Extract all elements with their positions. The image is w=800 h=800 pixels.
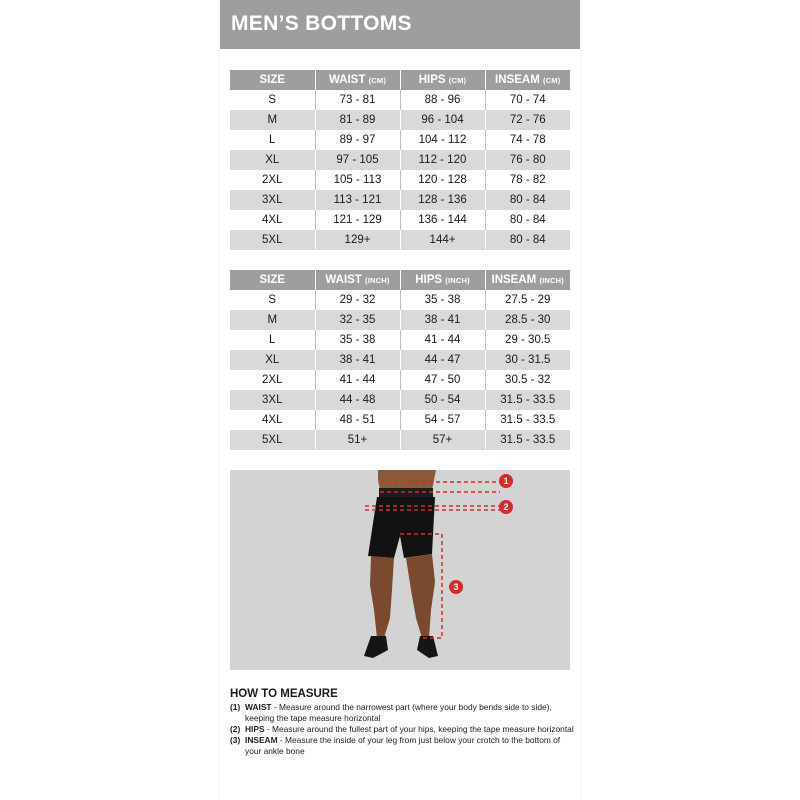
table-cell: 121 - 129	[315, 210, 400, 230]
column-header	[485, 70, 570, 90]
column-header-unit: (CM)	[448, 76, 467, 85]
table-cell: 76 - 80	[485, 150, 570, 170]
table-cell: 96 - 104	[400, 110, 485, 130]
size-table-cm	[230, 70, 570, 250]
step-waist	[230, 702, 575, 724]
table-row	[230, 210, 570, 230]
column-header-label: HIPS	[415, 274, 443, 286]
table-cell: 4XL	[262, 414, 283, 426]
table-row	[230, 190, 570, 210]
table-cell: 2XL	[262, 374, 283, 386]
marker-inseam: 3	[449, 580, 463, 594]
column-header-unit: (INCH)	[445, 276, 470, 285]
table-cell: 81 - 89	[315, 110, 400, 130]
step-number: (2)	[230, 724, 241, 734]
step-number: (3)	[230, 735, 241, 745]
right-leg-shape	[406, 554, 435, 638]
table-cell: 31.5 - 33.5	[485, 390, 570, 410]
table-cell: 31.5 - 33.5	[485, 410, 570, 430]
table-cell: M	[230, 310, 315, 330]
table-row	[230, 310, 570, 330]
step-label: WAIST	[245, 702, 272, 712]
torso-shape	[378, 470, 436, 490]
table-cell: 2XL	[262, 174, 283, 186]
table-cell: 80 - 84	[485, 190, 570, 210]
table-cell: 51+	[315, 430, 400, 450]
table-cell: 74 - 78	[485, 130, 570, 150]
model-illustration	[230, 470, 570, 670]
table-cell: 41 - 44	[400, 330, 485, 350]
table-cell: 3XL	[230, 190, 315, 210]
table-cell: 5XL	[230, 230, 315, 250]
column-header-unit: (INCH)	[539, 276, 564, 285]
table-cell: 78 - 82	[485, 170, 570, 190]
table-header-row	[230, 70, 570, 90]
how-to-title: HOW TO MEASURE	[230, 688, 338, 700]
column-header	[315, 70, 400, 90]
table-cell: 44 - 47	[400, 350, 485, 370]
table-cell: 105 - 113	[315, 170, 400, 190]
table-cell: 38 - 41	[315, 350, 400, 370]
table-cell: 113 - 121	[315, 190, 400, 210]
table-cell: 47 - 50	[400, 370, 485, 390]
step-body	[245, 702, 575, 724]
table-cell: 120 - 128	[400, 170, 485, 190]
table-row	[230, 410, 570, 430]
table-row	[230, 330, 570, 350]
column-header	[400, 270, 485, 290]
table-cell: 38 - 41	[400, 310, 485, 330]
table-cell: 97 - 105	[315, 150, 400, 170]
column-header	[400, 70, 485, 90]
table-row	[230, 90, 570, 110]
table-row	[230, 350, 570, 370]
column-header-unit: (CM)	[368, 76, 387, 85]
step-hips	[230, 724, 575, 735]
step-label: INSEAM	[245, 735, 278, 745]
table-row	[230, 430, 570, 450]
right-shoe-shape	[417, 636, 438, 658]
table-row	[230, 150, 570, 170]
step-label: HIPS	[245, 724, 265, 734]
table-cell: 3XL	[230, 390, 315, 410]
table-cell: 144+	[400, 230, 485, 250]
table-cell: 128 - 136	[400, 190, 485, 210]
page-title: MEN’S BOTTOMS	[231, 12, 412, 35]
table-cell: 70 - 74	[485, 90, 570, 110]
table-cell: 112 - 120	[400, 150, 485, 170]
table-row	[230, 290, 570, 310]
table-cell: 72 - 76	[485, 110, 570, 130]
column-header	[230, 270, 315, 290]
table-header-row	[230, 270, 570, 290]
table-cell: 4XL	[262, 214, 283, 226]
table-cell: L	[269, 334, 276, 346]
table-cell: 54 - 57	[400, 410, 485, 430]
table-cell: 5XL	[230, 430, 315, 450]
table-cell: S	[268, 94, 277, 106]
table-cell: M	[230, 110, 315, 130]
table-cell: XL	[230, 150, 315, 170]
header-banner	[220, 0, 580, 49]
column-header-label: SIZE	[259, 74, 286, 86]
table-row	[230, 230, 570, 250]
table-cell: 41 - 44	[315, 370, 400, 390]
table-cell: 31.5 - 33.5	[485, 430, 570, 450]
table-row	[230, 170, 570, 190]
table-cell: 136 - 144	[400, 210, 485, 230]
table-cell: S	[268, 294, 277, 306]
column-header-label: WAIST	[325, 274, 362, 286]
marker-waist: 1	[499, 474, 513, 488]
column-header-label: SIZE	[259, 274, 286, 286]
column-header-label: INSEAM	[495, 74, 540, 86]
column-header-unit: (INCH)	[365, 276, 390, 285]
size-table-inch	[230, 270, 570, 450]
table-cell: 29 - 30.5	[485, 330, 570, 350]
table-cell: 80 - 84	[485, 210, 570, 230]
step-text: - Measure around the narrowest part (where your body bends side to side), keeping the tape measure horizontal	[245, 702, 552, 723]
table-cell: 30 - 31.5	[485, 350, 570, 370]
column-header	[230, 70, 315, 90]
column-header-label: WAIST	[328, 74, 366, 86]
table-row	[230, 130, 570, 150]
table-cell: 29 - 32	[315, 290, 400, 310]
size-guide-card	[220, 0, 580, 800]
step-body	[245, 735, 575, 757]
table-cell: 30.5 - 32	[485, 370, 570, 390]
how-to-measure	[230, 688, 575, 757]
step-text: - Measure around the fullest part of your hips, keeping the tape measure horizontal	[264, 724, 574, 734]
table-cell: 35 - 38	[400, 290, 485, 310]
table-row	[230, 110, 570, 130]
column-header	[485, 270, 570, 290]
left-shoe-shape	[364, 636, 388, 658]
table-cell: L	[269, 134, 276, 146]
table-row	[230, 370, 570, 390]
table-cell: 48 - 51	[315, 410, 400, 430]
table-cell: 88 - 96	[400, 90, 485, 110]
table-cell: 50 - 54	[400, 390, 485, 410]
step-number: (1)	[230, 702, 241, 712]
column-header	[315, 270, 400, 290]
column-header-label: HIPS	[418, 74, 446, 86]
table-cell: 35 - 38	[315, 330, 400, 350]
table-cell: 89 - 97	[315, 130, 400, 150]
table-cell: 104 - 112	[400, 130, 485, 150]
table-row	[230, 390, 570, 410]
table-cell: 73 - 81	[315, 90, 400, 110]
measurement-figure	[230, 470, 570, 670]
marker-hips: 2	[499, 500, 513, 514]
table-cell: 57+	[400, 430, 485, 450]
table-cell: 80 - 84	[485, 230, 570, 250]
table-cell: 129+	[315, 230, 400, 250]
table-cell: 28.5 - 30	[485, 310, 570, 330]
table-cell: 32 - 35	[315, 310, 400, 330]
table-cell: XL	[230, 350, 315, 370]
table-cell: 44 - 48	[315, 390, 400, 410]
column-header-unit: (CM)	[542, 76, 561, 85]
step-body	[245, 724, 574, 735]
step-inseam	[230, 735, 575, 757]
column-header-label: INSEAM	[491, 274, 537, 286]
step-text: - Measure the inside of your leg from just below your crotch to the bottom of your ankle bone	[245, 735, 561, 756]
left-leg-shape	[370, 556, 394, 638]
table-cell: 27.5 - 29	[485, 290, 570, 310]
